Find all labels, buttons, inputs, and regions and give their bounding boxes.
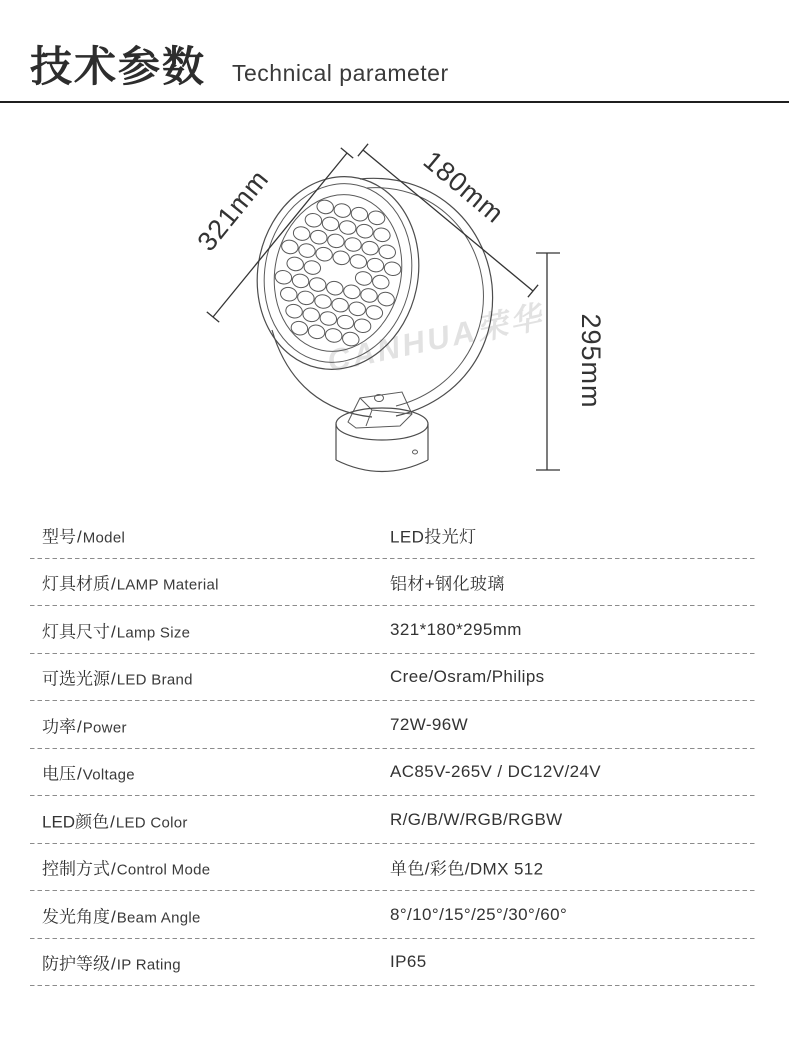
spec-value: Cree/Osram/Philips <box>390 667 545 687</box>
led-dot <box>280 239 299 256</box>
led-dot <box>274 269 293 286</box>
spec-label-zh: LED颜色 <box>42 812 110 832</box>
spec-label-separator: / <box>111 907 116 927</box>
led-dot <box>325 280 344 297</box>
product-diagram <box>150 130 620 500</box>
spec-label-separator: / <box>77 527 82 547</box>
led-dot <box>372 227 391 244</box>
spec-value: LED投光灯 <box>390 527 477 547</box>
led-dot <box>365 304 384 321</box>
spec-value: 8°/10°/15°/25°/30°/60° <box>390 904 568 924</box>
spec-value: 72W-96W <box>390 714 469 734</box>
spec-label-en: Control Mode <box>116 861 211 879</box>
section-header <box>30 42 449 92</box>
led-dot <box>279 286 298 303</box>
spec-label-zh: 电压 <box>42 764 76 784</box>
spec-value: R/G/B/W/RGB/RGBW <box>390 809 563 829</box>
spec-label <box>42 807 188 832</box>
header-divider <box>0 101 789 103</box>
led-dot <box>371 274 390 291</box>
dimension-height <box>536 253 606 470</box>
spec-row <box>30 701 757 749</box>
spec-label <box>42 902 201 927</box>
dimension-width-label: 321mm <box>191 163 275 257</box>
led-dot <box>348 301 367 318</box>
spec-label-zh: 灯具材质 <box>42 574 110 594</box>
led-dot <box>313 293 332 310</box>
dimension-depth-label: 180mm <box>417 145 510 230</box>
spec-label <box>42 950 181 975</box>
spec-row <box>30 511 757 559</box>
spec-label <box>42 522 125 547</box>
spec-label-separator: / <box>110 812 115 832</box>
spec-row <box>30 749 757 797</box>
led-dot <box>326 233 345 250</box>
spec-row <box>30 844 757 892</box>
spec-label-zh: 可选光源 <box>42 669 110 689</box>
spec-label-separator: / <box>111 669 116 689</box>
spec-label-separator: / <box>111 859 116 879</box>
spec-value: IP65 <box>390 952 427 972</box>
led-dot <box>350 206 369 223</box>
led-dot <box>308 276 327 293</box>
spec-value: 铝材+钢化玻璃 <box>390 574 505 594</box>
product-figure <box>150 130 620 500</box>
led-dot <box>307 324 326 341</box>
spec-label-en: Beam Angle <box>116 909 201 927</box>
led-dot <box>383 260 402 277</box>
spec-label-zh: 控制方式 <box>42 859 110 879</box>
spec-value: 321*180*295mm <box>390 619 522 639</box>
spec-row <box>30 891 757 939</box>
spec-label <box>42 665 193 690</box>
spec-label-en: LAMP Material <box>116 576 219 594</box>
led-dot <box>321 216 340 233</box>
led-dot <box>333 202 352 219</box>
led-dot <box>377 291 396 308</box>
led-dot <box>303 259 322 276</box>
led-dot <box>292 225 311 242</box>
spec-label <box>42 855 210 880</box>
led-dot <box>366 257 385 274</box>
led-dot <box>355 223 374 240</box>
page-title-en: Technical parameter <box>232 60 449 86</box>
led-dot <box>290 320 309 337</box>
spec-label-zh: 发光角度 <box>42 907 110 927</box>
led-array <box>264 193 412 353</box>
spec-table <box>30 511 757 986</box>
spec-label-en: Power <box>82 719 127 737</box>
led-dot <box>291 273 310 290</box>
led-dot <box>343 236 362 253</box>
dimension-width <box>191 148 353 322</box>
spec-label-en: LED Color <box>115 814 188 832</box>
led-dot <box>319 310 338 327</box>
spec-label-en: Model <box>82 529 126 547</box>
spec-value: 单色/彩色/DMX 512 <box>390 859 544 879</box>
spec-label-separator: / <box>77 764 82 784</box>
led-dot <box>302 307 321 324</box>
spec-label <box>42 570 219 595</box>
spec-label-zh: 型号 <box>42 527 76 547</box>
spec-row <box>30 606 757 654</box>
led-dot <box>304 212 323 229</box>
spec-label-en: LED Brand <box>116 671 193 689</box>
led-dot <box>297 242 316 259</box>
led-dot <box>309 229 328 246</box>
spec-value: AC85V-265V / DC12V/24V <box>390 762 602 782</box>
led-dot <box>286 256 305 273</box>
spec-label-en: Voltage <box>82 766 135 784</box>
led-dot <box>338 219 357 236</box>
spec-label <box>42 712 127 737</box>
spec-row <box>30 796 757 844</box>
spec-label-en: IP Rating <box>116 956 181 974</box>
led-dot <box>354 270 373 287</box>
spec-label-separator: / <box>111 574 116 594</box>
spec-label-zh: 灯具尺寸 <box>42 622 110 642</box>
spec-label-zh: 防护等级 <box>42 954 110 974</box>
led-dot <box>367 210 386 227</box>
led-dot <box>285 303 304 320</box>
led-dot <box>349 253 368 270</box>
dimension-height-label: 295mm <box>576 313 606 409</box>
led-dot <box>353 317 372 334</box>
led-dot <box>378 243 397 260</box>
led-dot <box>296 290 315 307</box>
led-dot <box>361 240 380 257</box>
spec-label-en: Lamp Size <box>116 624 191 642</box>
spec-label-separator: / <box>111 622 116 642</box>
led-dot <box>315 246 334 263</box>
spec-label-separator: / <box>77 717 82 737</box>
page-title-zh: 技术参数 <box>30 43 207 90</box>
spec-label-zh: 功率 <box>42 717 76 737</box>
led-dot <box>332 250 351 267</box>
spec-row <box>30 939 757 987</box>
led-dot <box>336 314 355 331</box>
spec-label-separator: / <box>111 954 116 974</box>
led-dot <box>360 287 379 304</box>
spec-label <box>42 617 190 642</box>
led-dot <box>342 284 361 301</box>
row-dashed-divider <box>30 985 757 986</box>
spec-label <box>42 760 135 785</box>
brand-watermark: CANHUA荣华 <box>324 298 547 379</box>
spec-row <box>30 654 757 702</box>
led-dot <box>331 297 350 314</box>
spec-row <box>30 559 757 607</box>
